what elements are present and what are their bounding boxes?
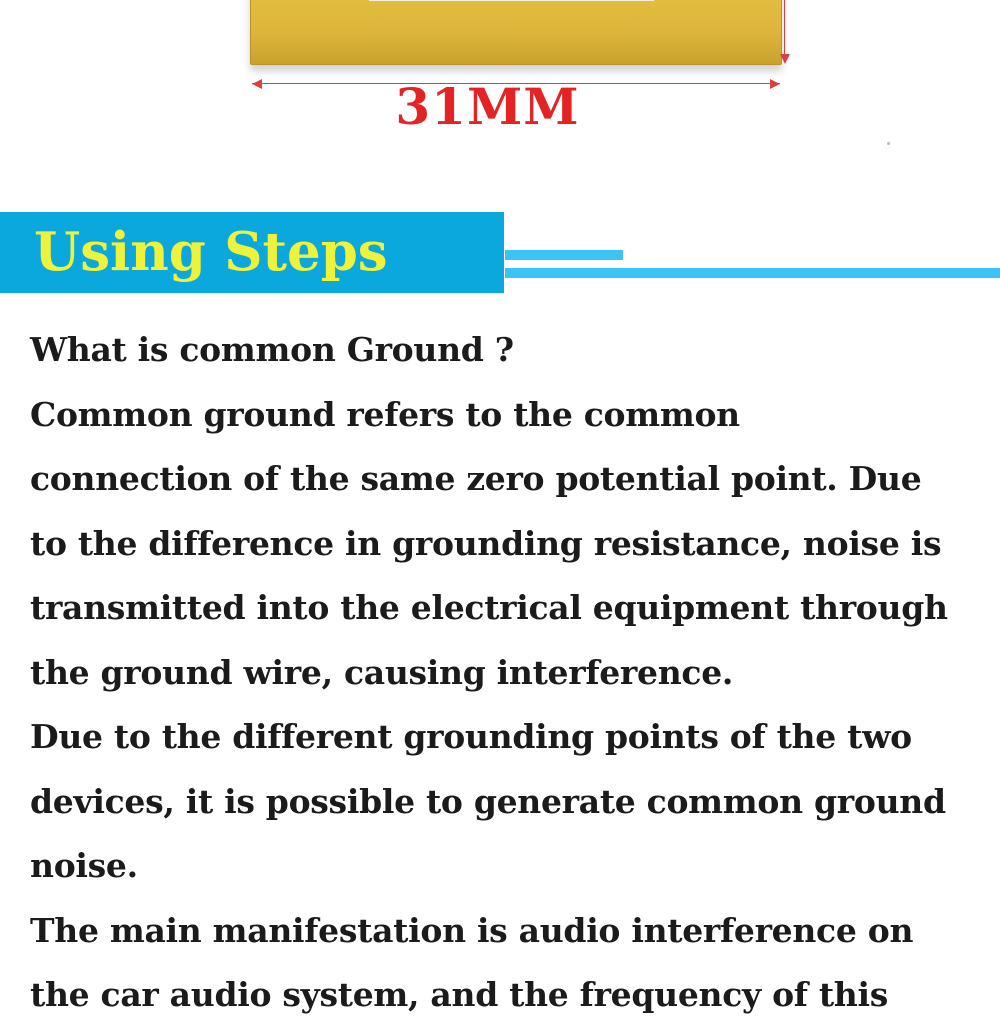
paragraph-line: the ground wire, causing interference. (30, 652, 734, 692)
body-text (30, 318, 992, 1028)
question-heading: What is common Ground ? (30, 330, 514, 369)
height-dimension-line (784, 0, 785, 62)
paragraph-line: Due to the different grounding points of the two (30, 717, 912, 756)
paragraph-line: the car audio system, and the frequency of this (30, 975, 889, 1014)
paragraph-line: devices, it is possible to generate common ground (30, 781, 946, 821)
pcb-trace (369, 0, 654, 1)
paragraph-line: Common ground refers to the common (30, 394, 740, 434)
dimension-label: 31MM (395, 77, 580, 136)
header-accent-line-short (505, 250, 623, 260)
paragraph-line: noise. (30, 846, 138, 885)
paragraph-line: The main manifestation is audio interference on (30, 910, 914, 950)
paragraph-line: to the difference in grounding resistance, noise is (30, 523, 942, 563)
header-accent-line-long (505, 268, 1000, 278)
section-header (0, 212, 1000, 293)
image-speck (887, 142, 890, 145)
header-bar (0, 212, 504, 293)
paragraph-line: transmitted into the electrical equipment through (30, 588, 948, 627)
product-image (0, 0, 1000, 175)
height-arrow-icon (780, 54, 790, 64)
paragraph-line: connection of the same zero potential point. Due (30, 459, 922, 498)
section-title: Using Steps (34, 221, 388, 283)
circuit-board-image (250, 0, 782, 65)
